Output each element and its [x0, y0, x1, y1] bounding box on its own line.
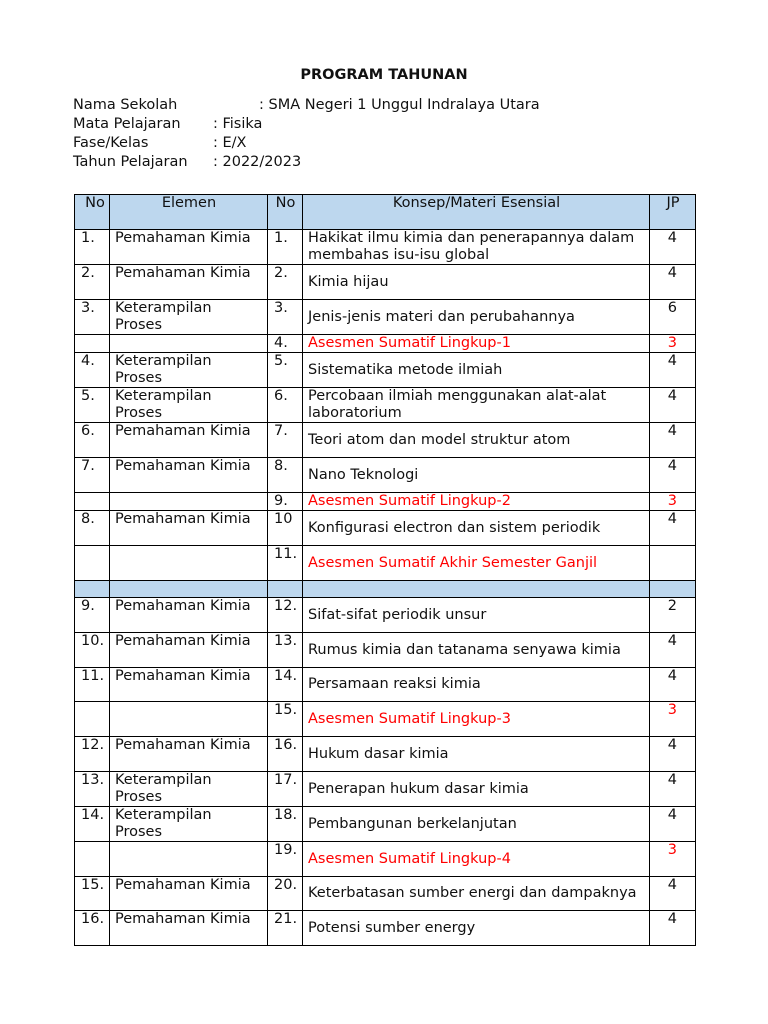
konsep-cell: Sifat-sifat periodik unsur — [303, 598, 650, 633]
separator-cell — [75, 581, 110, 598]
materi-number: 1. — [268, 230, 303, 265]
semester-separator-row — [75, 581, 696, 598]
table-row — [75, 423, 696, 458]
table-row — [75, 877, 696, 911]
table-row — [75, 353, 696, 388]
konsep-cell: Keterbatasan sumber energi dan dampaknya — [303, 877, 650, 911]
jp-cell: 4 — [650, 388, 696, 423]
materi-number: 21. — [268, 911, 303, 946]
materi-number: 9. — [268, 493, 303, 511]
materi-number: 19. — [268, 842, 303, 877]
elemen-cell: Pemahaman Kimia — [110, 911, 268, 946]
jp-cell: 2 — [650, 598, 696, 633]
jp-cell: 4 — [650, 737, 696, 772]
row-number: 9. — [75, 598, 110, 633]
konsep-cell: Rumus kimia dan tatanama senyawa kimia — [303, 633, 650, 668]
annual-program-table — [74, 194, 696, 946]
konsep-cell: Percobaan ilmiah menggunakan alat-alat laboratorium — [303, 388, 650, 423]
materi-number: 14. — [268, 668, 303, 702]
row-number: 2. — [75, 265, 110, 300]
elemen-cell: Pemahaman Kimia — [110, 423, 268, 458]
materi-number: 3. — [268, 300, 303, 335]
konsep-cell: Nano Teknologi — [303, 458, 650, 493]
row-number — [75, 842, 110, 877]
table-row — [75, 546, 696, 581]
row-number: 3. — [75, 300, 110, 335]
table-row — [75, 493, 696, 511]
konsep-cell: Asesmen Sumatif Lingkup-4 — [303, 842, 650, 877]
jp-cell: 4 — [650, 265, 696, 300]
elemen-cell: Keterampilan Proses — [110, 807, 268, 842]
materi-number: 8. — [268, 458, 303, 493]
konsep-cell: Konfigurasi electron dan sistem periodik — [303, 511, 650, 546]
table-row — [75, 737, 696, 772]
elemen-cell: Keterampilan Proses — [110, 353, 268, 388]
materi-number: 6. — [268, 388, 303, 423]
materi-number: 12. — [268, 598, 303, 633]
row-number — [75, 493, 110, 511]
table-row — [75, 772, 696, 807]
elemen-cell: Keterampilan Proses — [110, 300, 268, 335]
row-number: 5. — [75, 388, 110, 423]
header-elemen: Elemen — [110, 195, 268, 230]
jp-cell: 4 — [650, 353, 696, 388]
table-row — [75, 265, 696, 300]
materi-number: 17. — [268, 772, 303, 807]
materi-number: 18. — [268, 807, 303, 842]
table-row — [75, 511, 696, 546]
separator-cell — [268, 581, 303, 598]
separator-cell — [650, 581, 696, 598]
jp-cell: 4 — [650, 633, 696, 668]
table-row — [75, 911, 696, 946]
row-number: 10. — [75, 633, 110, 668]
row-number: 12. — [75, 737, 110, 772]
table-row — [75, 335, 696, 353]
materi-number: 5. — [268, 353, 303, 388]
jp-cell: 4 — [650, 877, 696, 911]
info-label: Fase/Kelas — [73, 135, 149, 151]
materi-number: 7. — [268, 423, 303, 458]
table-body — [75, 230, 696, 946]
table-row — [75, 458, 696, 493]
table-row — [75, 842, 696, 877]
materi-number: 20. — [268, 877, 303, 911]
materi-number: 10 — [268, 511, 303, 546]
materi-number: 15. — [268, 702, 303, 737]
elemen-cell: Pemahaman Kimia — [110, 633, 268, 668]
header-no: No — [75, 195, 110, 230]
jp-cell — [650, 546, 696, 581]
info-label: Tahun Pelajaran — [73, 154, 188, 170]
elemen-cell: Pemahaman Kimia — [110, 511, 268, 546]
konsep-cell: Potensi sumber energy — [303, 911, 650, 946]
table-row — [75, 807, 696, 842]
jp-cell: 4 — [650, 230, 696, 265]
konsep-cell: Persamaan reaksi kimia — [303, 668, 650, 702]
elemen-cell: Pemahaman Kimia — [110, 668, 268, 702]
jp-cell: 3 — [650, 493, 696, 511]
table-row — [75, 702, 696, 737]
elemen-cell — [110, 335, 268, 353]
jp-cell: 3 — [650, 335, 696, 353]
elemen-cell: Pemahaman Kimia — [110, 737, 268, 772]
jp-cell: 4 — [650, 423, 696, 458]
konsep-cell: Penerapan hukum dasar kimia — [303, 772, 650, 807]
elemen-cell: Pemahaman Kimia — [110, 230, 268, 265]
materi-number: 16. — [268, 737, 303, 772]
elemen-cell: Keterampilan Proses — [110, 388, 268, 423]
konsep-cell: Asesmen Sumatif Lingkup-2 — [303, 493, 650, 511]
table-header-row — [75, 195, 696, 230]
materi-number: 4. — [268, 335, 303, 353]
konsep-cell: Teori atom dan model struktur atom — [303, 423, 650, 458]
table-row — [75, 388, 696, 423]
row-number: 11. — [75, 668, 110, 702]
jp-cell: 3 — [650, 842, 696, 877]
konsep-cell: Asesmen Sumatif Lingkup-3 — [303, 702, 650, 737]
elemen-cell — [110, 702, 268, 737]
table-row — [75, 230, 696, 265]
row-number — [75, 546, 110, 581]
materi-number: 13. — [268, 633, 303, 668]
elemen-cell — [110, 493, 268, 511]
row-number: 6. — [75, 423, 110, 458]
konsep-cell: Asesmen Sumatif Lingkup-1 — [303, 335, 650, 353]
konsep-cell: Pembangunan berkelanjutan — [303, 807, 650, 842]
konsep-cell: Kimia hijau — [303, 265, 650, 300]
row-number: 8. — [75, 511, 110, 546]
info-value: : Fisika — [213, 116, 263, 132]
table-row — [75, 300, 696, 335]
info-value: : E/X — [213, 135, 247, 151]
materi-number: 11. — [268, 546, 303, 581]
elemen-cell: Keterampilan Proses — [110, 772, 268, 807]
elemen-cell: Pemahaman Kimia — [110, 458, 268, 493]
table-row — [75, 668, 696, 702]
elemen-cell — [110, 546, 268, 581]
header-no2: No — [268, 195, 303, 230]
table-row — [75, 633, 696, 668]
row-number: 15. — [75, 877, 110, 911]
header-konsep: Konsep/Materi Esensial — [303, 195, 650, 230]
elemen-cell: Pemahaman Kimia — [110, 877, 268, 911]
document-title: PROGRAM TAHUNAN — [300, 67, 468, 83]
jp-cell: 4 — [650, 911, 696, 946]
konsep-cell: Hakikat ilmu kimia dan penerapannya dalam membahas isu-isu global — [303, 230, 650, 265]
row-number: 4. — [75, 353, 110, 388]
konsep-cell: Sistematika metode ilmiah — [303, 353, 650, 388]
elemen-cell — [110, 842, 268, 877]
jp-cell: 3 — [650, 702, 696, 737]
header-jp: JP — [650, 195, 696, 230]
row-number: 16. — [75, 911, 110, 946]
row-number: 14. — [75, 807, 110, 842]
konsep-cell: Jenis-jenis materi dan perubahannya — [303, 300, 650, 335]
elemen-cell: Pemahaman Kimia — [110, 598, 268, 633]
jp-cell: 4 — [650, 668, 696, 702]
konsep-cell: Asesmen Sumatif Akhir Semester Ganjil — [303, 546, 650, 581]
row-number — [75, 702, 110, 737]
table-row — [75, 598, 696, 633]
elemen-cell: Pemahaman Kimia — [110, 265, 268, 300]
row-number: 13. — [75, 772, 110, 807]
jp-cell: 4 — [650, 772, 696, 807]
jp-cell: 4 — [650, 511, 696, 546]
jp-cell: 4 — [650, 807, 696, 842]
separator-cell — [110, 581, 268, 598]
row-number — [75, 335, 110, 353]
info-value: : 2022/2023 — [213, 154, 302, 170]
jp-cell: 4 — [650, 458, 696, 493]
jp-cell: 6 — [650, 300, 696, 335]
info-label: Mata Pelajaran — [73, 116, 181, 132]
materi-number: 2. — [268, 265, 303, 300]
separator-cell — [303, 581, 650, 598]
row-number: 1. — [75, 230, 110, 265]
konsep-cell: Hukum dasar kimia — [303, 737, 650, 772]
row-number: 7. — [75, 458, 110, 493]
info-label: Nama Sekolah — [73, 97, 178, 113]
info-value: : SMA Negeri 1 Unggul Indralaya Utara — [259, 97, 540, 113]
